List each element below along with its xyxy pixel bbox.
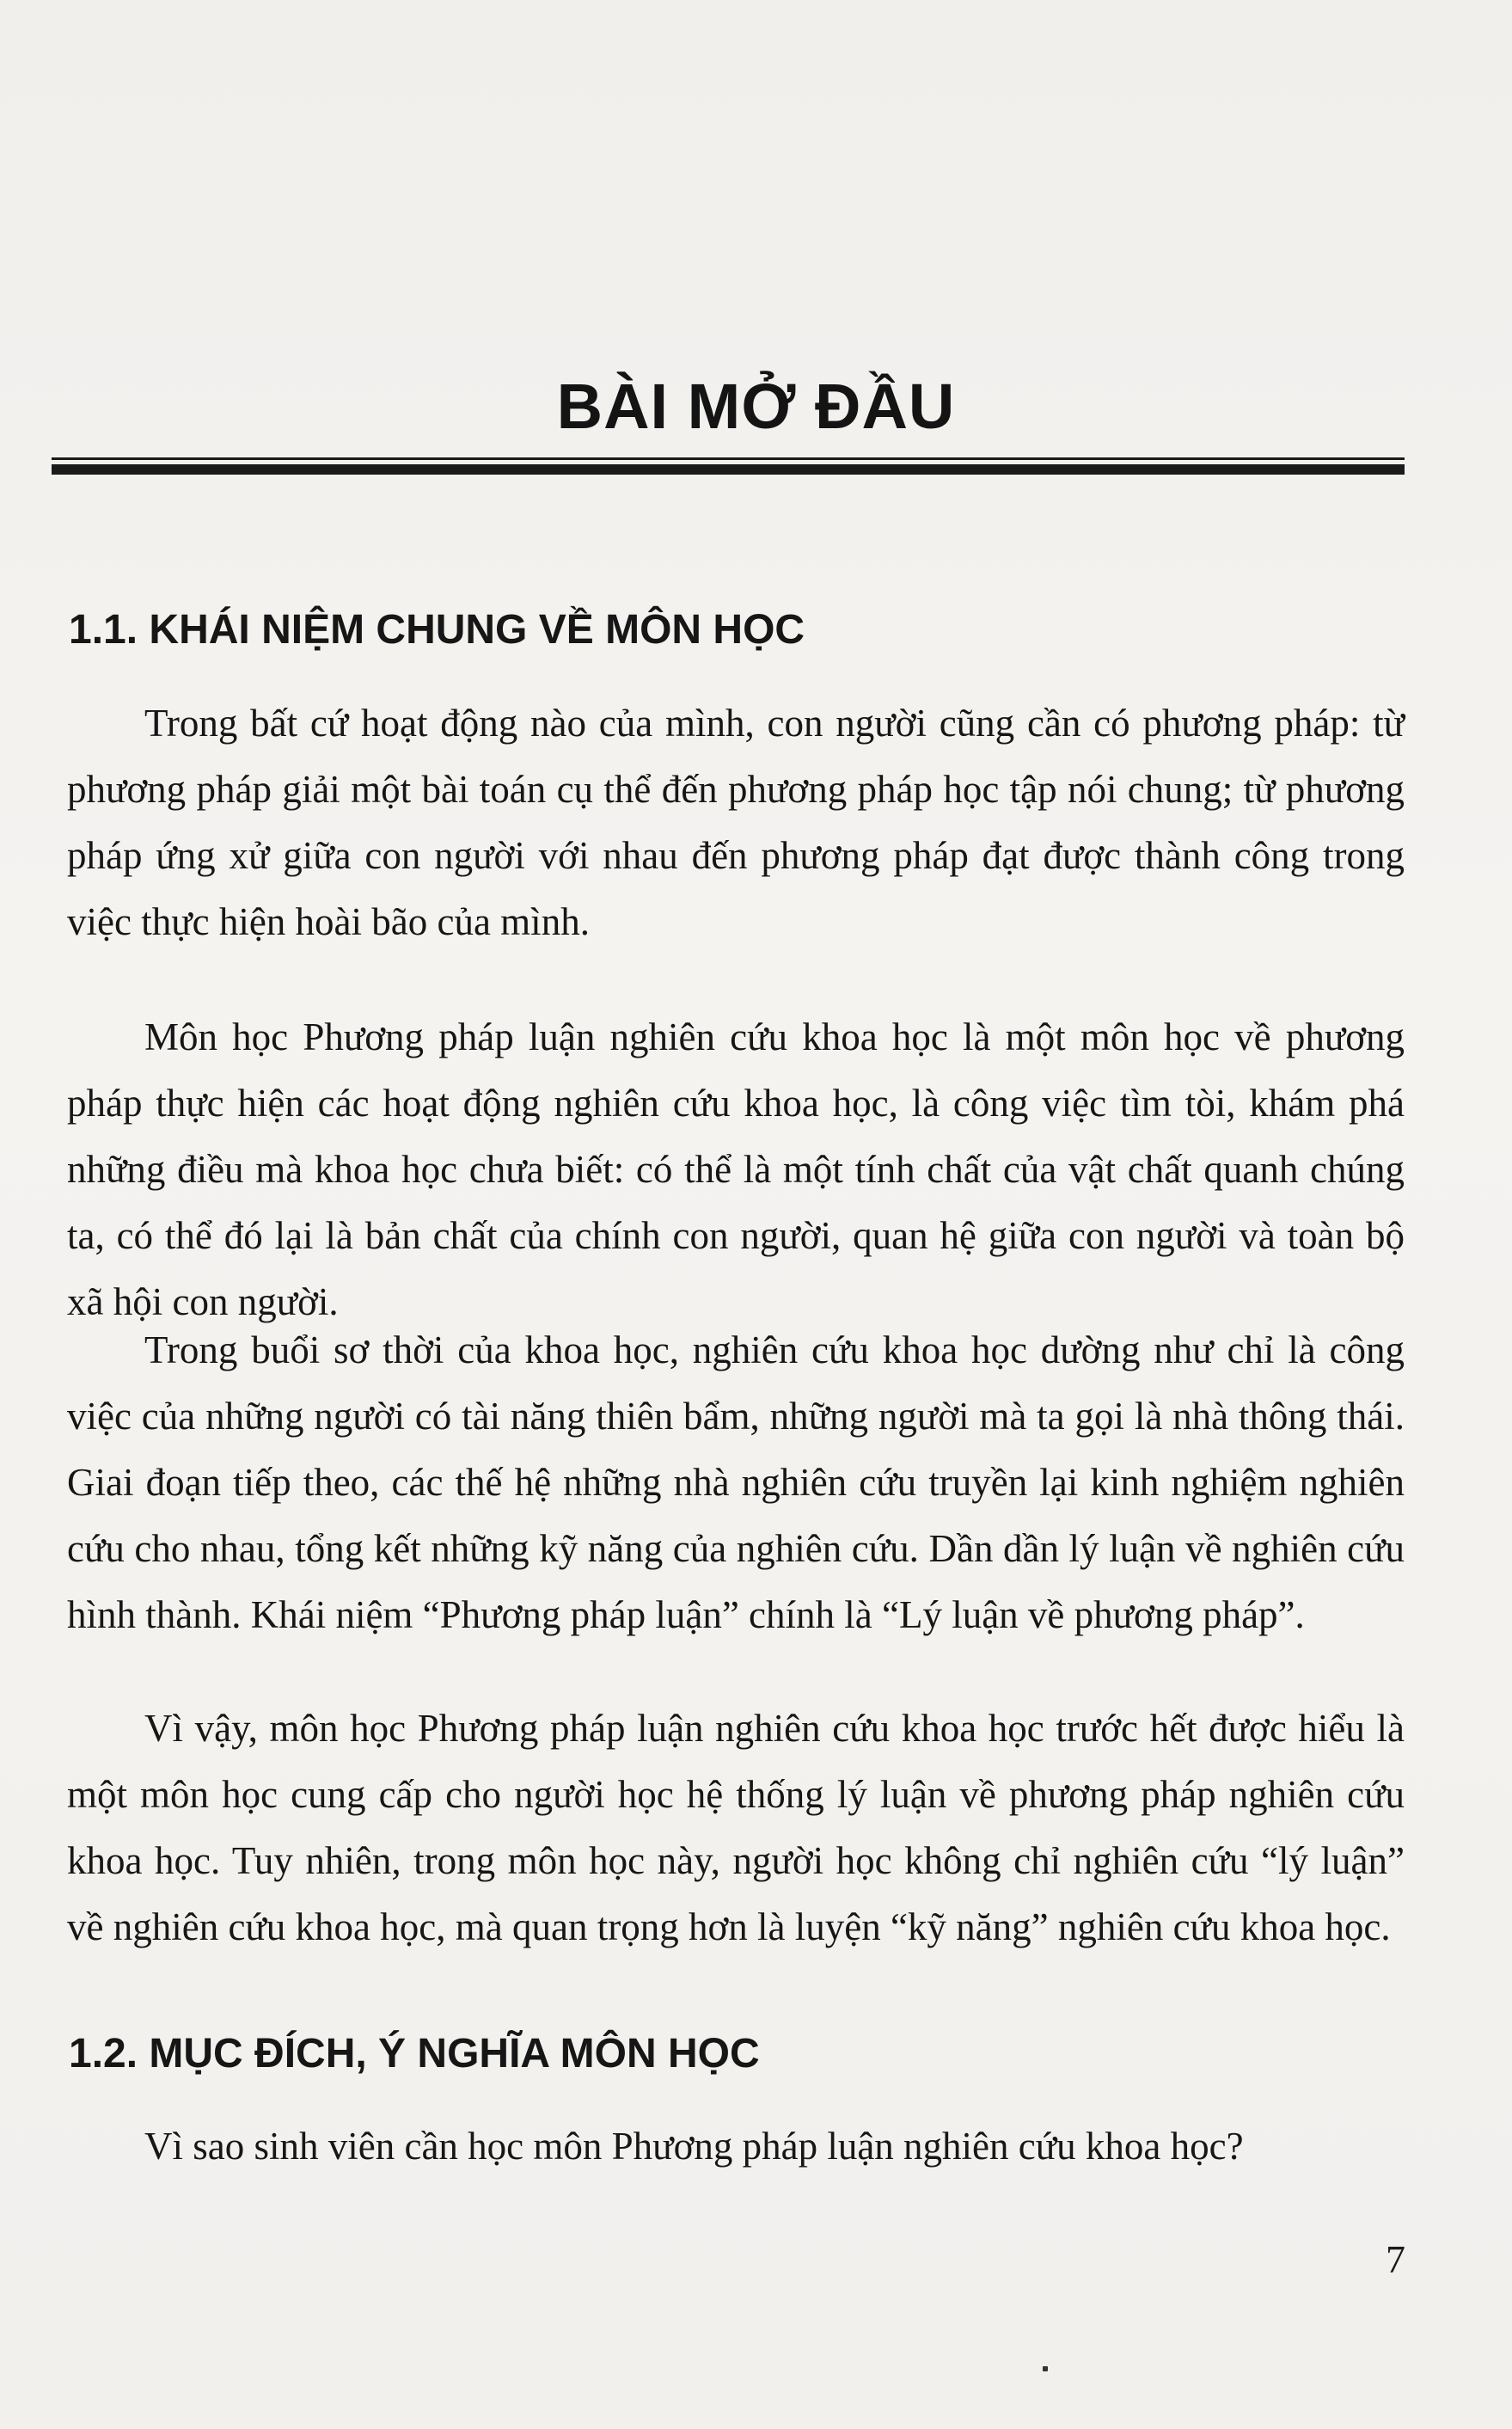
chapter-title-rule (52, 457, 1405, 480)
section-heading-1-1: 1.1. KHÁI NIỆM CHUNG VỀ MÔN HỌC (69, 607, 805, 653)
print-speck (1043, 2366, 1048, 2371)
rule-thick-line (52, 464, 1405, 475)
paragraph: Môn học Phương pháp luận nghiên cứu khoa học là một môn học về phương pháp thực hiện các hoạt động nghiên cứu khoa học, là công việc tìm tòi, khám phá những điều mà khoa học chưa biết: có thể là một tính chất của vật chất quanh chúng ta, có thể đó lại là bản chất của chính con người, quan hệ giữa con người và toàn bộ xã hội con người. (67, 1015, 1405, 1323)
chapter-title: BÀI MỞ ĐẦU (556, 371, 956, 442)
paragraph: Trong bất cứ hoạt động nào của mình, con người cũng cần có phương pháp: từ phương pháp giải một bài toán cụ thể đến phương pháp học tập nói chung; từ phương pháp ứng xử giữa con người với nhau đến phương pháp đạt được thành công trong việc thực hiện hoài bão của mình. (67, 702, 1405, 943)
section-heading-1-2: 1.2. MỤC ĐÍCH, Ý NGHĨA MÔN HỌC (69, 2031, 760, 2076)
rule-thin-line (52, 457, 1405, 460)
paragraph: Trong buổi sơ thời của khoa học, nghiên cứu khoa học dường như chỉ là công việc của những người có tài năng thiên bẩm, những người mà ta gọi là nhà thông thái. Giai đoạn tiếp theo, các thế hệ những nhà nghiên cứu truyền lại kinh nghiệm nghiên cứu cho nhau, tổng kết những kỹ năng của nghiên cứu. Dần dần lý luận về nghiên cứu hình thành. Khái niệm “Phương pháp luận” chính là “Lý luận về phương pháp”. (67, 1328, 1405, 1636)
paragraph: Vì vậy, môn học Phương pháp luận nghiên cứu khoa học trước hết được hiểu là một môn học cung cấp cho người học hệ thống lý luận về phương pháp nghiên cứu khoa học. Tuy nhiên, trong môn học này, người học không chỉ nghiên cứu “lý luận” về nghiên cứu khoa học, mà quan trọng hơn là luyện “kỹ năng” nghiên cứu khoa học. (67, 1707, 1405, 1948)
paragraph: Vì sao sinh viên cần học môn Phương pháp luận nghiên cứu khoa học? (144, 2125, 1244, 2168)
page-number: 7 (1386, 2237, 1405, 2281)
